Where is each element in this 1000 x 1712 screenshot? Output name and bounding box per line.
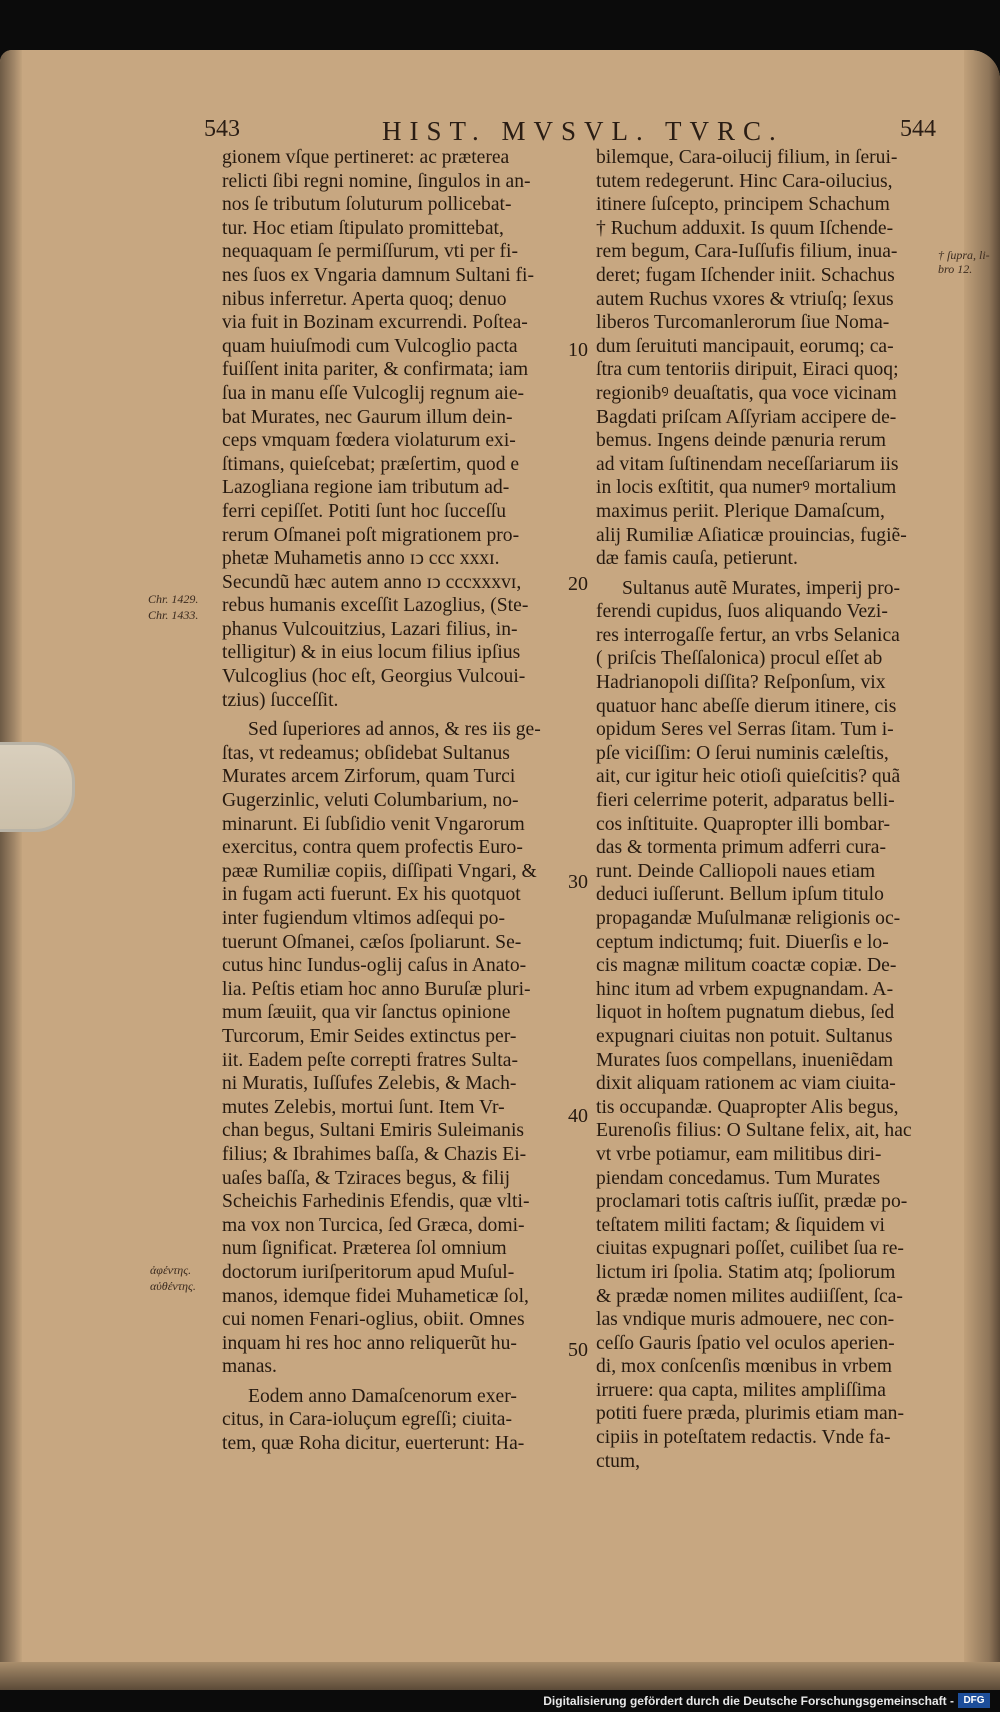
text-line: manas.	[222, 1356, 277, 1378]
footer-bar	[0, 1690, 1000, 1712]
text-line: Hadrianopoli diſſita? Reſponſum, vix	[596, 672, 886, 694]
text-line: citus, in Cara-ioluçum egreſſi; ciuita-	[222, 1409, 513, 1431]
text-line: doctorum iuriſperitorum apud Muſul-	[222, 1261, 515, 1283]
text-line: nibus inferretur. Aperta quoq; denuo	[222, 288, 507, 310]
text-column-right	[596, 146, 938, 1473]
line-number-40: 40	[568, 1105, 588, 1127]
text-line: vt vrbe potiamur, eam militibus diri-	[596, 1143, 882, 1165]
text-line: rem begum, Cara-Iuſſufis filium, inua-	[596, 241, 898, 263]
text-line: ceſſo Gauris ſpatio vel oculos aperien-	[596, 1332, 895, 1354]
text-line: pææ Rumiliæ copiis, diſſipati Vngari, &	[222, 860, 537, 882]
text-line: ſtra cum tentoriis diripuit, Eiraci quoq;	[596, 359, 899, 381]
text-line: ad vitam ſuſtinendam neceſſariarum iis	[596, 453, 899, 475]
line-number-20: 20	[568, 573, 588, 595]
text-line: bilemque, Cara-oilucij filium, in ſerui-	[596, 147, 898, 168]
text-line: Vulcoglius (hoc eſt, Georgius Vulcoui-	[222, 666, 526, 688]
text-line: Eurenoſis filius: O Sultane felix, ait, hac	[596, 1120, 912, 1142]
text-line: manos, idemque fidei Muhameticæ ſol,	[222, 1285, 529, 1307]
text-line: Bagdati priſcam Aſſyriam accipere de-	[596, 406, 897, 428]
text-line: rerum Oſmanei poſt migrationem pro-	[222, 524, 520, 546]
text-line: piendam concedamus. Tum Murates	[596, 1167, 881, 1189]
text-line: † Ruchum adduxit. Is quum Iſchende-	[596, 217, 894, 239]
text-line: hinc itum ad vrbem expugnandam. A-	[596, 978, 894, 1000]
text-line: Murates arcem Zirforum, quam Turci	[222, 766, 516, 788]
text-line: exercitus, contra quem profectis Euro-	[222, 837, 523, 859]
text-line: Murates ſuos compellans, inueniẽdam	[596, 1049, 894, 1071]
text-line: maximus periit. Plerique Damaſcum,	[596, 500, 885, 522]
text-line: lictum iri ſpolia. Statim atq; ſpoliorum	[596, 1261, 896, 1283]
text-line: quatuor hanc abeſſe dierum itinere, cis	[596, 695, 897, 717]
running-title: HIST. MVSVL. TVRC.	[382, 116, 784, 146]
margin-note-supra: † ſupra, li-	[938, 248, 990, 262]
text-line: in locis exſtitit, qua numerꝰ mortalium	[596, 477, 897, 499]
line-number-10: 10	[568, 339, 588, 361]
line-number-50: 50	[568, 1339, 588, 1361]
text-line: cis magnæ militum coactæ copiæ. De-	[596, 955, 897, 977]
text-line: Sed ſuperiores ad annos, & res iis ge-	[248, 719, 541, 741]
dfg-logo: DFG	[958, 1693, 990, 1708]
text-line: inter fugiendum vltimos adſequi po-	[222, 908, 505, 929]
text-line: mutes Zelebis, mortui ſunt. Item Vr-	[222, 1096, 505, 1118]
text-line: lia. Peſtis etiam hoc anno Buruſæ pluri-	[222, 978, 531, 1000]
text-line: bat Murates, nec Gaurum illum dein-	[222, 406, 513, 428]
text-line: liberos Turcomanlerorum ſiue Noma-	[596, 312, 890, 334]
margin-note-chr1429: Chr. 1429.	[148, 592, 199, 606]
text-line: teſtatem militi factam; & ſiquidem vi	[596, 1214, 885, 1236]
text-line: opidum Seres vel Serras ſitam. Tum i-	[596, 719, 894, 741]
text-line: alij Rumiliæ Aſiaticæ prouincias, fugiẽ-	[596, 524, 907, 546]
text-line: irruere: qua capta, milites ampliſſima	[596, 1379, 886, 1401]
text-line: dixit aliquam rationem ac viam ciuita-	[596, 1073, 896, 1095]
text-line: ait, cur igitur heic otioſi quieſcitis? quã	[596, 766, 901, 788]
text-line: deduci iuſſerunt. Bellum ipſum titulo	[596, 884, 884, 906]
text-line: ſtas, vt redeamus; obſidebat Sultanus	[222, 742, 510, 764]
text-line: pſe viciſſim: O ſerui numinis cæleſtis,	[596, 742, 889, 764]
bookmark-ribbon	[0, 742, 75, 832]
text-line: ferri cepiſſet. Potiti ſunt hoc ſucceſſu	[222, 500, 507, 522]
text-line: tuerunt Oſmanei, cæſos ſpoliarunt. Se-	[222, 931, 522, 953]
text-line: liquot in hoſtem pugnatum diebus, ſed	[596, 1002, 895, 1024]
text-line: fuiſſent inita pariter, & confirmata; iam	[222, 359, 529, 381]
text-line: di, mox conſcenſis mœnibus in vrbem	[596, 1356, 893, 1378]
text-line: relicti ſibi regni nomine, ſingulos in an-	[222, 170, 531, 192]
text-line: res interrogaſſe fertur, an vrbs Selanica	[596, 624, 900, 646]
text-line: tutem redegerunt. Hinc Cara-oilucius,	[596, 170, 893, 192]
text-line: regionibꝰ deuaſtatis, qua voce vicinam	[596, 382, 897, 404]
text-line: expugnari ciuitas non potuit. Sultanus	[596, 1025, 893, 1047]
text-line: telligitur) & in eius locum filius ipſius	[222, 642, 521, 664]
text-line: ciuitas expugnari poſſet, cuilibet ſua re-	[596, 1238, 904, 1260]
text-line: autem Ruchus vxores & vtriuſq; ſexus	[596, 288, 894, 310]
text-line: runt. Deinde Calliopoli naues etiam	[596, 860, 876, 882]
page-number-left: 543	[204, 116, 240, 142]
page-number-right: 544	[900, 116, 936, 142]
text-line: mum ſæuiit, qua vir ſanctus opinione	[222, 1002, 511, 1024]
line-number-30: 30	[568, 871, 588, 893]
text-line: cipiis in poteſtatem redactis. Vnde fa-	[596, 1427, 891, 1449]
text-line: rebus humanis exceſſit Lazoglius, (Ste-	[222, 595, 529, 617]
text-line: cos inſtituite. Quapropter illi bombar-	[596, 813, 890, 835]
page-right-edge	[964, 50, 1000, 1690]
text-line: dæ famis cauſa, petierunt.	[596, 548, 798, 570]
text-line: bemus. Ingens deinde pænuria rerum	[596, 430, 887, 452]
text-line: via fuit in Bozinam excurrendi. Poſtea-	[222, 312, 528, 334]
margin-note-greek-2: αὐθέντης.	[150, 1279, 196, 1293]
text-line: Scheichis Farhedinis Efendis, quæ vlti-	[222, 1191, 530, 1213]
footer-credit: Digitalisierung gefördert durch die Deutsche Forschungsgemeinschaft -	[543, 1694, 954, 1708]
text-line: Turcorum, Emir Seides extinctus per-	[222, 1025, 517, 1047]
text-line: dum ſeruituti mancipauit, eorumq; ca-	[596, 335, 894, 357]
text-line: ctum,	[596, 1450, 641, 1472]
text-line: Sultanus autẽ Murates, imperij pro-	[622, 577, 901, 599]
text-line: in fugam acti fuerunt. Ex his quotquot	[222, 884, 521, 906]
text-line: ni Muratis, Iuſſufes Zelebis, & Mach-	[222, 1073, 517, 1095]
text-line: nequaquam ſe permiſſurum, vti per fi-	[222, 241, 518, 263]
text-line: las vndique muris admouere, nec con-	[596, 1309, 895, 1331]
text-line: ceps vmquam fœdera violaturum exi-	[222, 430, 516, 452]
text-line: num ſignificat. Præterea ſol omnium	[222, 1238, 507, 1260]
margin-note-greek-1: ἀφέντης.	[150, 1263, 192, 1277]
text-line: deret; fugam Iſchender iniit. Schachus	[596, 264, 895, 286]
text-line: nes ſuos ex Vngaria damnum Sultani fi-	[222, 264, 534, 286]
text-line: chan begus, Sultani Emiris Suleimanis	[222, 1120, 525, 1142]
text-line: phetæ Muhametis anno ɪↄ ccc xxxɪ.	[222, 548, 500, 570]
page-left-edge	[0, 50, 22, 1690]
text-line: Gugerzinlic, veluti Columbarium, no-	[222, 790, 519, 812]
text-line: Secundũ hæc autem anno ɪↄ cccxxxvɪ,	[222, 571, 522, 593]
margin-note-chr1433: Chr. 1433.	[148, 608, 199, 622]
text-line: filius; & Ibrahimes baſſa, & Chazis Ei-	[222, 1143, 527, 1165]
text-line: cutus hinc Iundus-oglij caſus in Anato-	[222, 955, 527, 977]
text-line: tis occupandæ. Quapropter Alis begus,	[596, 1096, 899, 1118]
text-line: tem, quæ Roha dicitur, euerterunt: Ha-	[222, 1433, 525, 1455]
text-line: quam huiuſmodi cum Vulcoglio pacta	[222, 335, 518, 357]
text-line: das & tormenta primum adferri cura-	[596, 837, 886, 859]
text-line: inquam hi res hoc anno reliquerũt hu-	[222, 1332, 517, 1354]
text-line: potiti fuere præda, plurimis etiam man-	[596, 1403, 904, 1425]
text-line: ſua in manu eſſe Vulcoglij regnum aie-	[222, 382, 525, 404]
text-line: proclamari totis caſtris iuſſit, prædæ po-	[596, 1191, 908, 1213]
margin-note-supra-2: bro 12.	[938, 262, 973, 276]
text-line: ceptum indictumq; fuit. Diuerſis e lo-	[596, 931, 889, 953]
text-line: ſtimans, quieſcebat; præſertim, quod e	[222, 453, 520, 475]
text-line: nos ſe tributum ſoluturum pollicebat-	[222, 194, 512, 216]
text-line: iit. Eadem peſte correpti fratres Sulta-	[222, 1049, 518, 1071]
text-line: Eodem anno Damaſcenorum exer-	[248, 1385, 517, 1407]
text-line: propagandæ Muſulmanæ religionis oc-	[596, 908, 901, 929]
text-line: Lazogliana regione iam tributum ad-	[222, 477, 510, 499]
text-line: ma vox non Turcica, ſed Græca, domi-	[222, 1214, 525, 1236]
text-line: tur. Hoc etiam ſtipulato promittebat,	[222, 217, 504, 239]
text-line: itinere ſuſcepto, principem Schachum	[596, 194, 890, 216]
text-line: & prædæ nomen milites audiiſſent, ſca-	[596, 1285, 903, 1307]
page-bottom-edge	[0, 1662, 1000, 1690]
text-column-left	[222, 146, 560, 1456]
text-line: phanus Vulcouitzius, Lazari filius, in-	[222, 618, 518, 640]
text-line: gionem vſque pertineret: ac præterea	[222, 147, 510, 168]
text-line: ( priſcis Theſſalonica) procul eſſet ab	[596, 648, 883, 670]
text-line: ferendi cupidus, ſuos aliquando Vezi-	[596, 601, 888, 623]
text-line: fieri celerrime poterit, adparatus belli-	[596, 790, 895, 812]
text-line: uaſes baſſa, & Tziraces begus, & filij	[222, 1167, 511, 1189]
text-line: cui nomen Fenari-oglius, obiit. Omnes	[222, 1309, 525, 1331]
text-line: minarunt. Ei ſubſidio venit Vngarorum	[222, 813, 525, 835]
text-line: tzius) ſucceſſit.	[222, 689, 339, 711]
